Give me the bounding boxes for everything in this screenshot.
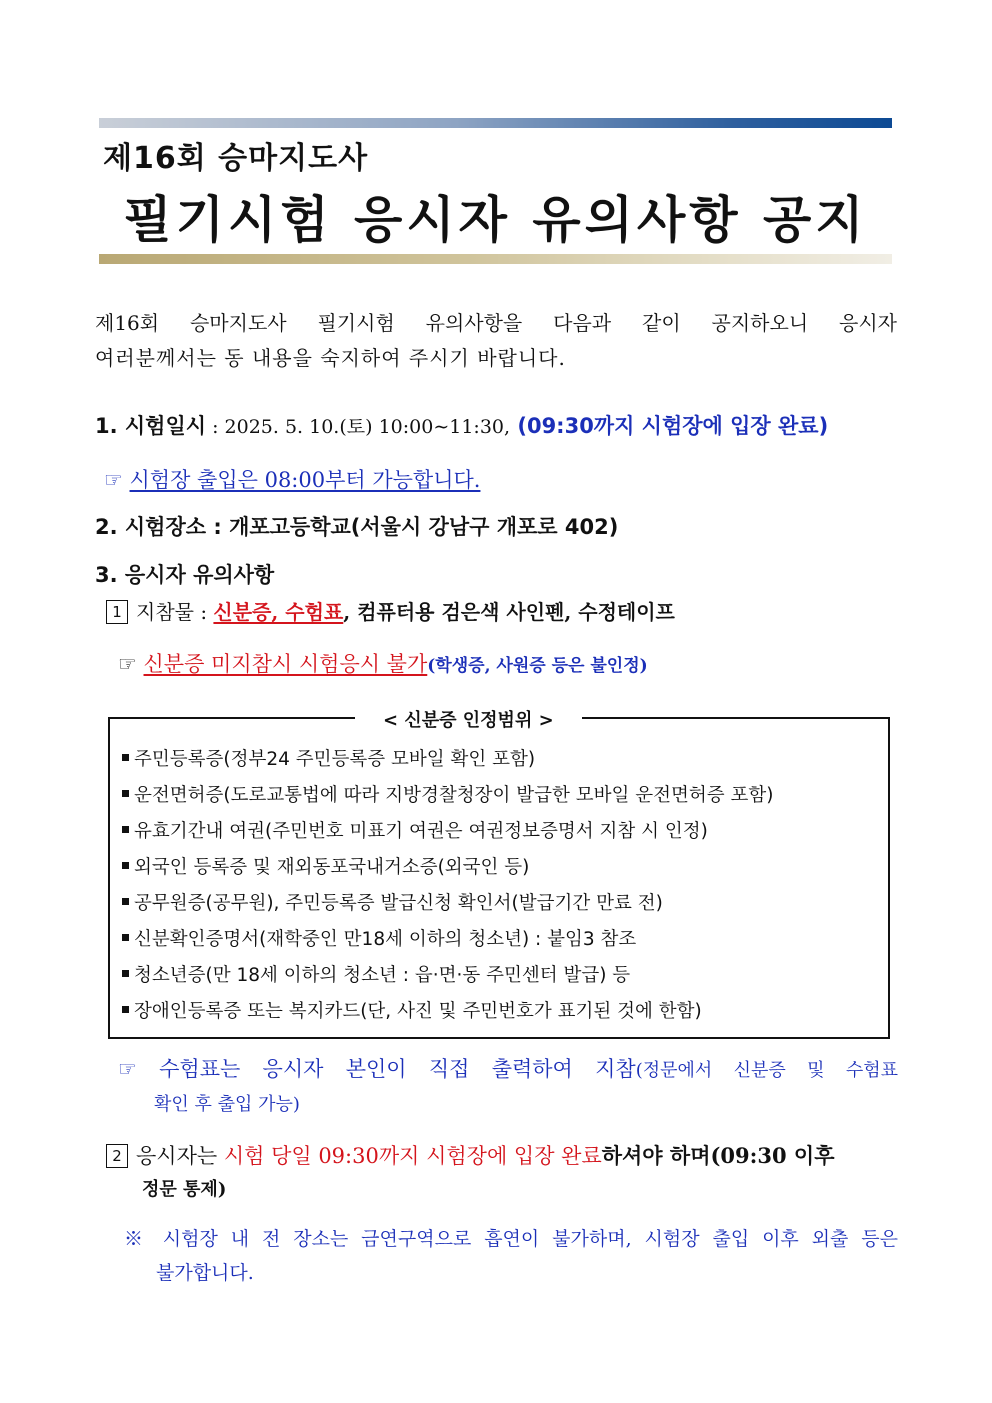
square-bullet-icon [122,754,129,761]
id-required-sub: (학생증, 사원증 등은 불인정) [427,656,648,676]
reference-mark-icon: ※ [124,1228,150,1250]
square-bullet-icon [122,970,129,977]
ticket-notice-sub-1: (정문에서 신분증 및 수험표 [635,1060,898,1081]
pointing-hand-icon: ☞ [104,468,123,492]
ticket-notice [118,1052,898,1122]
section-exam-datetime [95,410,828,440]
section-1-separator: : [206,416,225,438]
required-items-rest: , 컴퓨터용 검은색 사인펜, 수정테이프 [343,600,675,624]
list-item: 공무원증(공무원), 주민등록증 발급신청 확인서(발급기간 만료 전) [122,886,773,922]
id-scope-list [122,742,773,1030]
item-number-box: 2 [106,1144,128,1168]
document-subtitle: 제16회 승마지도사 [103,141,369,176]
list-item: 외국인 등록증 및 재외동포국내거소증(외국인 등) [122,850,773,886]
entry-deadline-line-2: 정문 통제) [142,1179,227,1200]
list-item: 주민등록증(정부24 주민등록증 모바일 확인 포함) [122,742,773,778]
id-scope-title: < 신분증 인정범위 > [355,706,582,732]
entry-deadline-prefix: 응시자는 [136,1144,224,1168]
square-bullet-icon [122,934,129,941]
square-bullet-icon [122,898,129,905]
id-required-main: 신분증 미지참시 시험응시 불가 [143,652,428,676]
square-bullet-icon [122,790,129,797]
exam-datetime: 2025. 5. 10.(토) 10:00∼11:30, [224,416,511,438]
smoking-notice-line-2: 불가합니다. [156,1262,254,1284]
smoking-notice [124,1222,898,1290]
required-items-highlight: 신분증, 수험표 [213,600,344,624]
entry-deadline-note: (09:30까지 시험장에 입장 완료) [517,414,829,438]
section-precautions: 3. 응시자 유의사항 [95,563,275,587]
list-item: 유효기간내 여권(주민번호 미표기 여권은 여권정보증명서 지참 시 인정) [122,814,773,850]
square-bullet-icon [122,1006,129,1013]
entry-time-text: 시험장 출입은 08:00부터 가능합니다. [129,468,481,492]
section-exam-location: 2. 시험장소 : 개포고등학교(서울시 강남구 개포로 402) [95,515,619,539]
header-bottom-bar [99,254,892,264]
pointing-hand-icon: ☞ [118,652,137,676]
square-bullet-icon [122,862,129,869]
header-top-bar [99,118,892,128]
smoking-notice-line-1: 시험장 내 전 장소는 금연구역으로 흡연이 불가하며, 시험장 출입 이후 외출 등은 [162,1228,898,1250]
ticket-notice-sub-2: 확인 후 출입 가능) [154,1094,300,1115]
list-item: 청소년증(만 18세 이하의 청소년 : 읍·면·동 주민센터 발급) 등 [122,958,773,994]
section-1-label: 1. 시험일시 [95,414,207,438]
square-bullet-icon [122,826,129,833]
document-title: 필기시험 응시자 유의사항 공지 [123,191,868,249]
list-item: 신분확인증명서(재학중인 만18세 이하의 청소년) : 붙임3 참조 [122,922,773,958]
id-required-notice [118,648,648,678]
list-item: 장애인등록증 또는 복지카드(단, 사진 및 주민번호가 표기된 것에 한함) [122,994,773,1030]
intro-line-1: 제16회 승마지도사 필기시험 유의사항을 다음과 같이 공지하오니 응시자 [95,311,897,335]
item-number-box: 1 [106,600,128,624]
item-entry-deadline [106,1139,898,1207]
item-required-items [106,596,675,625]
intro-line-2: 여러분께서는 동 내용을 숙지하여 주시기 바랍니다. [95,346,566,370]
entry-deadline-rest: 하셔야 하며(09:30 이후 [601,1143,835,1168]
entry-time-notice [104,464,480,494]
pointing-hand-icon: ☞ [118,1057,137,1081]
entry-deadline-highlight: 시험 당일 09:30까지 시험장에 입장 완료 [223,1144,602,1168]
required-items-prefix: 지참물 : [136,600,214,624]
list-item: 운전면허증(도로교통법에 따라 지방경찰청장이 발급한 모바일 운전면허증 포함) [122,778,773,814]
ticket-notice-main: 수험표는 응시자 본인이 직접 출력하여 지참 [159,1057,636,1081]
